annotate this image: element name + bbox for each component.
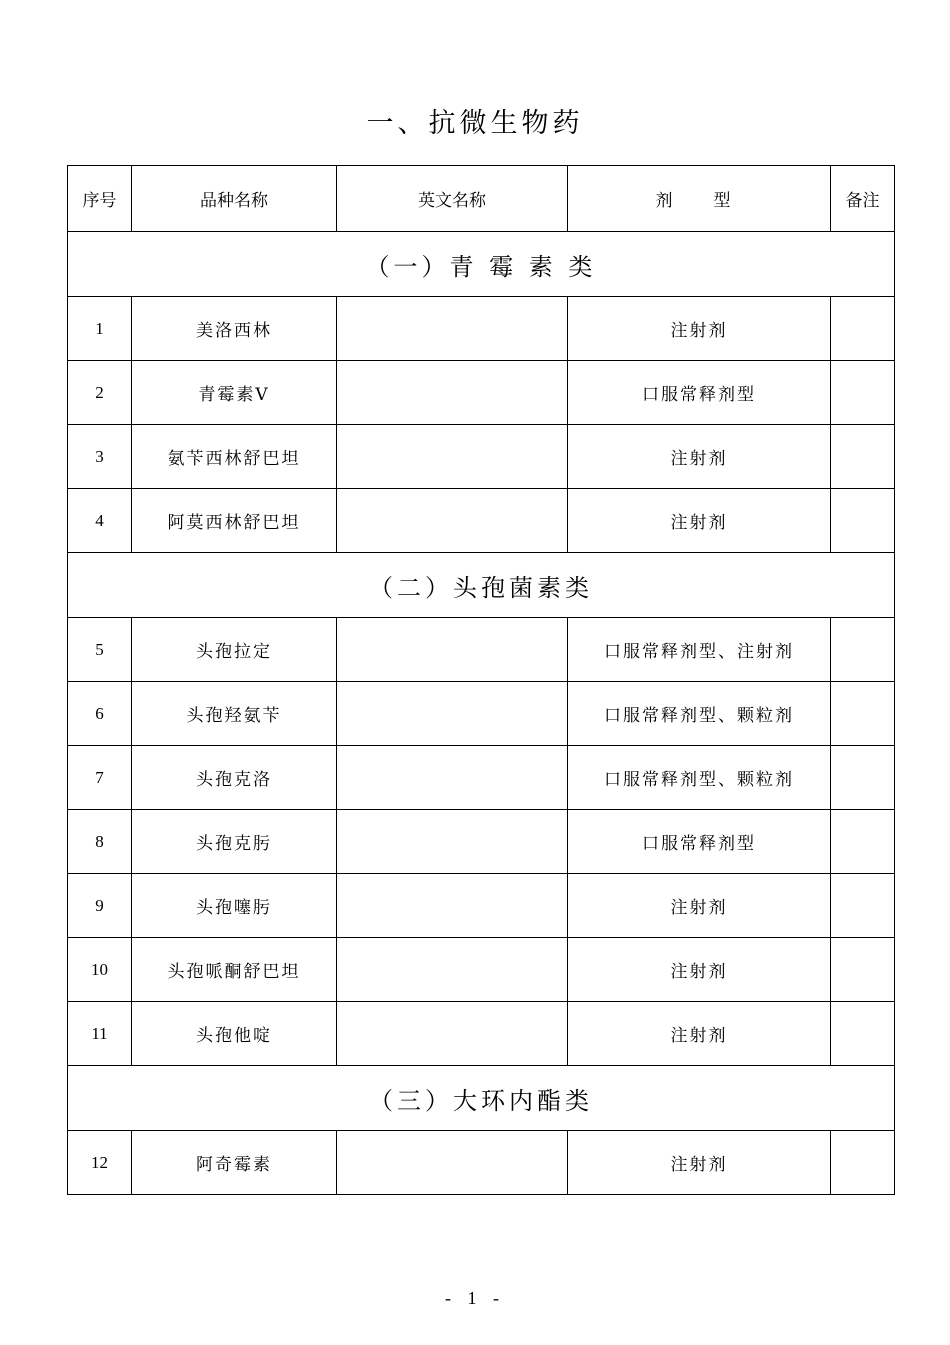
cell-no: 3: [68, 425, 132, 489]
cell-en-name: [337, 489, 568, 553]
cell-remark: [831, 938, 895, 1002]
cell-cn-name: 头孢克肟: [132, 810, 337, 874]
cell-cn-name: 美洛西林: [132, 297, 337, 361]
cell-en-name: [337, 746, 568, 810]
cell-dosage-form: 口服常释剂型: [568, 361, 831, 425]
section-title: （二）头孢菌素类: [68, 553, 895, 618]
cell-en-name: [337, 425, 568, 489]
cell-dosage-form: 口服常释剂型: [568, 810, 831, 874]
cell-remark: [831, 1002, 895, 1066]
cell-cn-name: 头孢他啶: [132, 1002, 337, 1066]
cell-no: 6: [68, 682, 132, 746]
cell-no: 4: [68, 489, 132, 553]
cell-en-name: [337, 618, 568, 682]
table-row: [68, 810, 895, 874]
cell-en-name: [337, 1131, 568, 1195]
table-row: [68, 618, 895, 682]
cell-dosage-form: 口服常释剂型、颗粒剂: [568, 682, 831, 746]
cell-no: 5: [68, 618, 132, 682]
cell-dosage-form: 口服常释剂型、注射剂: [568, 618, 831, 682]
cell-en-name: [337, 810, 568, 874]
cell-dosage-form: 注射剂: [568, 1131, 831, 1195]
cell-remark: [831, 297, 895, 361]
section-row: [68, 553, 895, 618]
header-cn-name: 品种名称: [132, 166, 337, 232]
cell-cn-name: 阿莫西林舒巴坦: [132, 489, 337, 553]
section-title: （一）青 霉 素 类: [68, 232, 895, 297]
cell-dosage-form: 注射剂: [568, 1002, 831, 1066]
header-no: 序号: [68, 166, 132, 232]
cell-remark: [831, 746, 895, 810]
header-en-name: 英文名称: [337, 166, 568, 232]
cell-remark: [831, 1131, 895, 1195]
cell-en-name: [337, 1002, 568, 1066]
cell-no: 2: [68, 361, 132, 425]
cell-cn-name: 阿奇霉素: [132, 1131, 337, 1195]
cell-remark: [831, 618, 895, 682]
table-row: [68, 489, 895, 553]
cell-en-name: [337, 361, 568, 425]
drug-table: [67, 165, 895, 1195]
cell-cn-name: 氨苄西林舒巴坦: [132, 425, 337, 489]
cell-no: 9: [68, 874, 132, 938]
cell-en-name: [337, 682, 568, 746]
cell-no: 8: [68, 810, 132, 874]
table-row: [68, 1131, 895, 1195]
page-number: - 1 -: [445, 1288, 505, 1308]
cell-dosage-form: 注射剂: [568, 489, 831, 553]
table-row: [68, 682, 895, 746]
table-row: [68, 425, 895, 489]
cell-cn-name: 头孢哌酮舒巴坦: [132, 938, 337, 1002]
table-row: [68, 746, 895, 810]
cell-dosage-form: 注射剂: [568, 874, 831, 938]
cell-dosage-form: 注射剂: [568, 425, 831, 489]
cell-remark: [831, 682, 895, 746]
cell-no: 12: [68, 1131, 132, 1195]
cell-remark: [831, 425, 895, 489]
header-dosage-form: 剂 型: [568, 166, 831, 232]
cell-remark: [831, 489, 895, 553]
section-row: [68, 232, 895, 297]
page-title: 一、抗微生物药: [366, 108, 584, 139]
cell-cn-name: 头孢羟氨苄: [132, 682, 337, 746]
cell-remark: [831, 361, 895, 425]
table-header-row: [68, 166, 895, 232]
cell-cn-name: 青霉素V: [132, 361, 337, 425]
header-remark: 备注: [831, 166, 895, 232]
cell-en-name: [337, 297, 568, 361]
cell-no: 1: [68, 297, 132, 361]
cell-remark: [831, 874, 895, 938]
cell-cn-name: 头孢噻肟: [132, 874, 337, 938]
table-row: [68, 1002, 895, 1066]
cell-dosage-form: 注射剂: [568, 938, 831, 1002]
table-row: [68, 938, 895, 1002]
cell-no: 10: [68, 938, 132, 1002]
cell-dosage-form: 口服常释剂型、颗粒剂: [568, 746, 831, 810]
table-row: [68, 361, 895, 425]
cell-en-name: [337, 938, 568, 1002]
section-title: （三）大环内酯类: [68, 1066, 895, 1131]
table-row: [68, 874, 895, 938]
cell-cn-name: 头孢克洛: [132, 746, 337, 810]
cell-no: 7: [68, 746, 132, 810]
cell-dosage-form: 注射剂: [568, 297, 831, 361]
cell-remark: [831, 810, 895, 874]
cell-en-name: [337, 874, 568, 938]
table-row: [68, 297, 895, 361]
cell-cn-name: 头孢拉定: [132, 618, 337, 682]
cell-no: 11: [68, 1002, 132, 1066]
section-row: [68, 1066, 895, 1131]
